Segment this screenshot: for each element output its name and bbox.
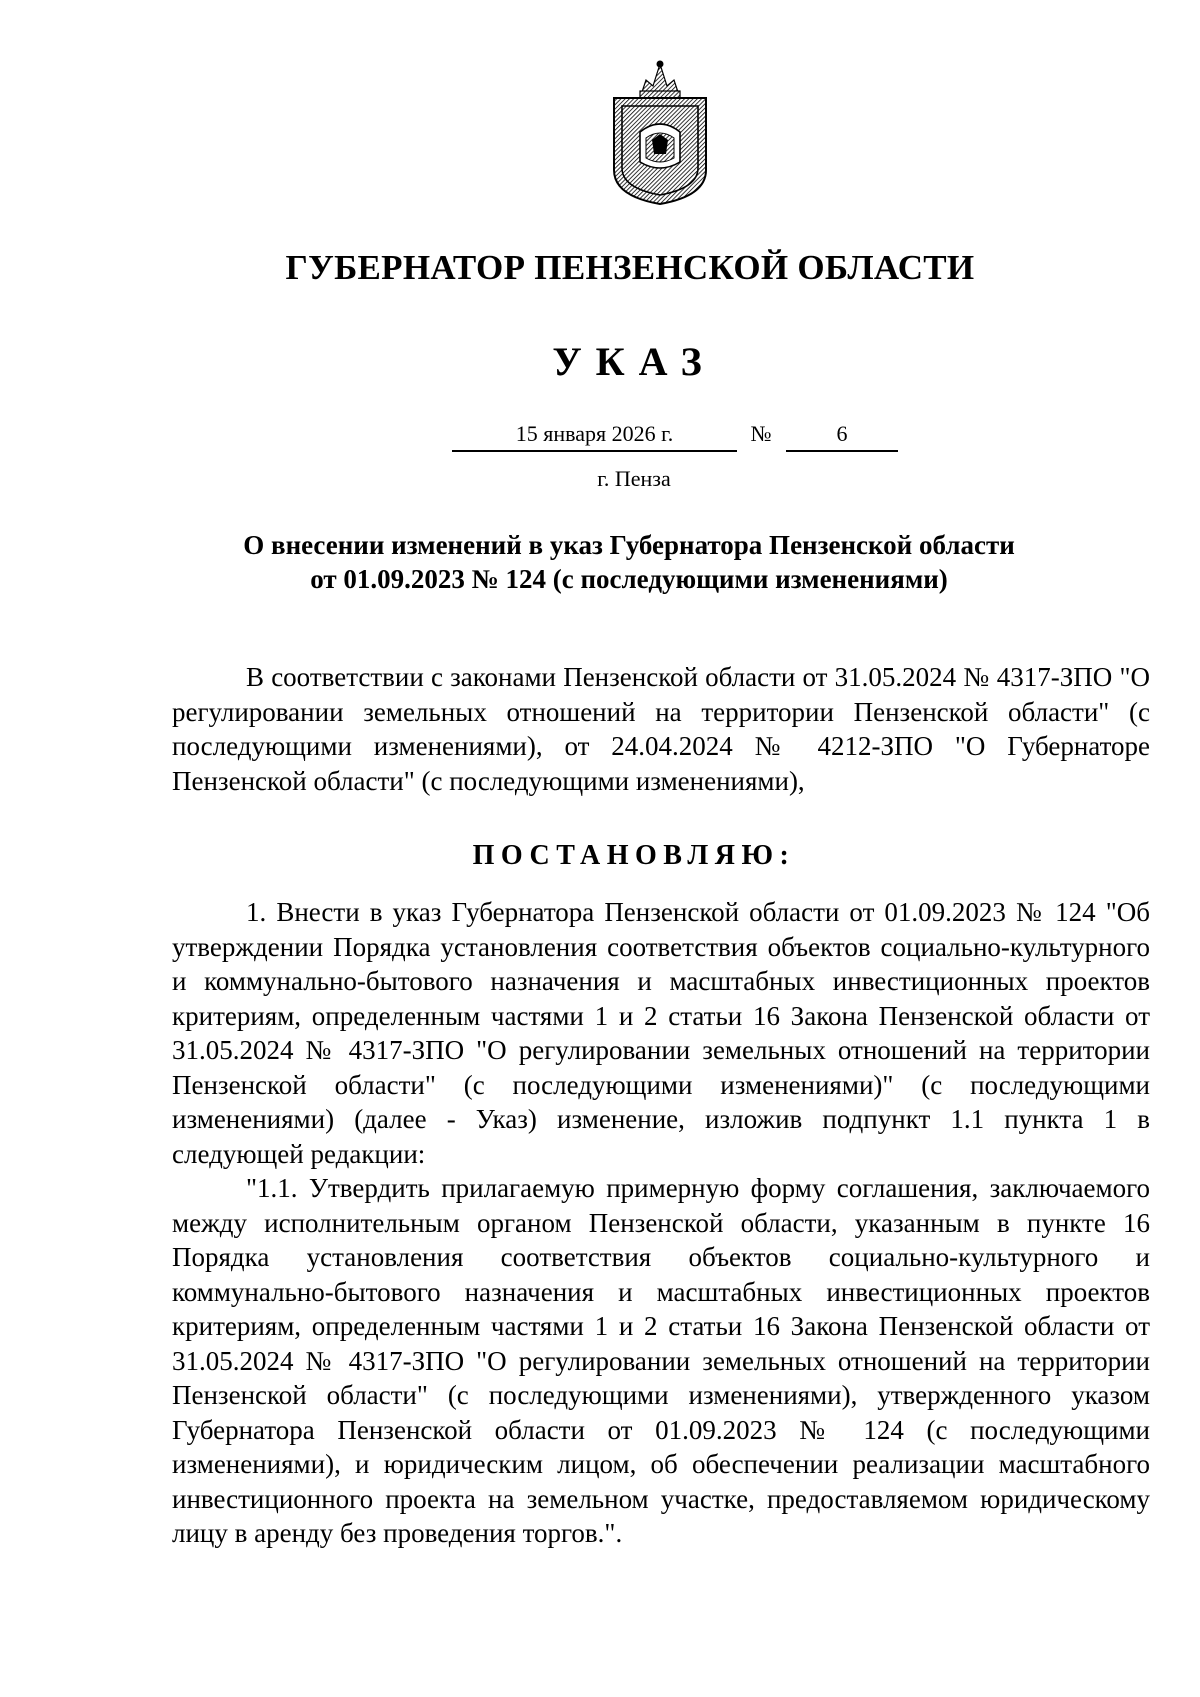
coat-of-arms-emblem [606, 58, 714, 208]
subject-line-2: от 01.09.2023 № 124 (с последующими изменениями) [310, 564, 948, 594]
date-number-line [452, 420, 897, 454]
subject-line-1: О внесении изменений в указ Губернатора Пензенской области [243, 530, 1015, 560]
resolve-heading: ПОСТАНОВЛЯЮ: [472, 840, 796, 871]
item-1-paragraph: 1. Внести в указ Губернатора Пензенской области от 01.09.2023 № 124 "Об утверждении Порядка установления соответствия объектов социально-культурного и коммунально-бытового назначения и масштабных инвестиционных проектов критериям, определенным частями 1 и 2 статьи 16 Закона Пензенской области от 31.05.2024 № 4317-ЗПО "О регулировании земельных отношений на территории Пензенской области" (с последующими изменениями)" (с последующими изменениями) (далее - Указ) изменение, изложив подпункт 1.1 пункта 1 в следующей редакции: [172, 897, 1150, 1169]
document-subject [170, 528, 1088, 596]
decree-items [172, 895, 1150, 1551]
city: г. Пенза [597, 466, 671, 491]
preamble [172, 660, 1150, 798]
document-date: 15 января 2026 г. [452, 420, 737, 452]
preamble-paragraph: В соответствии с законами Пензенской области от 31.05.2024 № 4317-ЗПО "О регулировании земельных отношений на территории Пензенской области" (с последующими изменениями), от 24.04.2024 № 4212-ЗПО "О Губернаторе Пензенской области" (с последующими изменениями), [172, 662, 1150, 796]
document-type: УКАЗ [552, 339, 716, 384]
issuing-authority: ГУБЕРНАТОР ПЕНЗЕНСКОЙ ОБЛАСТИ [285, 248, 975, 287]
item-1-1-paragraph: "1.1. Утвердить прилагаемую примерную форму соглашения, заключаемого между исполнительным органом Пензенской области, указанным в пункте 16 Порядка установления соответствия объектов социально-культурного и коммунально-бытового назначения и масштабных инвестиционных проектов критериям, определенным частями 1 и 2 статьи 16 Закона Пензенской области от 31.05.2024 № 4317-ЗПО "О регулировании земельных отношений на территории Пензенской области" (с последующими изменениями), утвержденного указом Губернатора Пензенской области от 01.09.2023 № 124 (с последующими изменениями), и юридическим лицом, об обеспечении реализации масштабного инвестиционного проекта на земельном участке, предоставляемом юридическому лицу в аренду без проведения торгов.". [172, 1173, 1150, 1548]
number-sign: № [750, 421, 772, 446]
document-number: 6 [786, 420, 898, 452]
